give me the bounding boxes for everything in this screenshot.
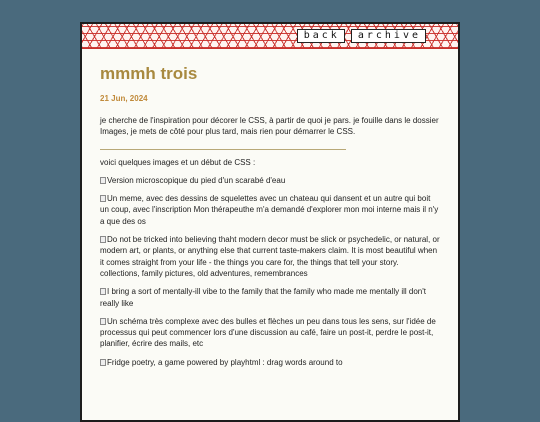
image-item xyxy=(100,357,440,368)
image-alt-text: Un schéma très complexe avec des bulles et flèches un peu dans tous les sens, sur l'idée de processus qui peut commencer lors d'une discussion au café, faire un post-it, perdre le post-it, planifier, écrire des mails, etc xyxy=(100,316,436,349)
image-item xyxy=(100,175,440,186)
image-item xyxy=(100,193,440,227)
broken-image-icon xyxy=(100,195,106,202)
archive-link[interactable]: archive xyxy=(351,29,426,43)
post-content xyxy=(82,49,458,368)
pattern-banner xyxy=(82,24,458,49)
intro-paragraph: je cherche de l'inspiration pour décorer le CSS, à partir de quoi je pars. je fouille dans le dossier Images, je mets de côté pour plus tard, mais rien pour démarrer le CSS. xyxy=(100,116,439,137)
image-alt-text: Do not be tricked into believing thaht modern decor must be slick or psychedelic, or natural, or modern art, or plants, or anything else that current taste-makers claim. It is most beautiful when it comes straight from your life - the things you care for, the things that tell your story. collections, family pictures, old adventures, remembrances xyxy=(100,235,440,278)
image-alt-text: Fridge poetry, a game powered by playhtml : drag words around to xyxy=(107,357,343,367)
image-item xyxy=(100,234,440,279)
image-alt-text: Version microscopique du pied d'un scarabé d'eau xyxy=(107,175,286,185)
broken-image-icon xyxy=(100,359,106,366)
divider xyxy=(100,149,346,150)
post-page xyxy=(80,22,460,422)
back-link[interactable]: back xyxy=(297,29,345,43)
top-nav xyxy=(297,29,426,43)
broken-image-icon xyxy=(100,177,106,184)
image-item xyxy=(100,316,440,350)
image-alt-text: I bring a sort of mentally-ill vibe to the family that the family who made me mentally ill don't really like xyxy=(100,287,426,308)
lead-paragraph: voici quelques images et un début de CSS : xyxy=(100,157,256,167)
broken-image-icon xyxy=(100,236,106,243)
post-date: 21 Jun, 2024 xyxy=(100,94,148,103)
broken-image-icon xyxy=(100,288,106,295)
broken-image-icon xyxy=(100,318,106,325)
post-title: mmmh trois xyxy=(100,64,198,83)
image-item xyxy=(100,286,440,309)
image-alt-text: Un meme, avec des dessins de squelettes avec un chateau qui dansent et un autre qui boit un coup, avec l'inscription Mon thérapeuthe m'a demandé d'explorer mon moi interne mais il n'y a que des os xyxy=(100,194,439,226)
